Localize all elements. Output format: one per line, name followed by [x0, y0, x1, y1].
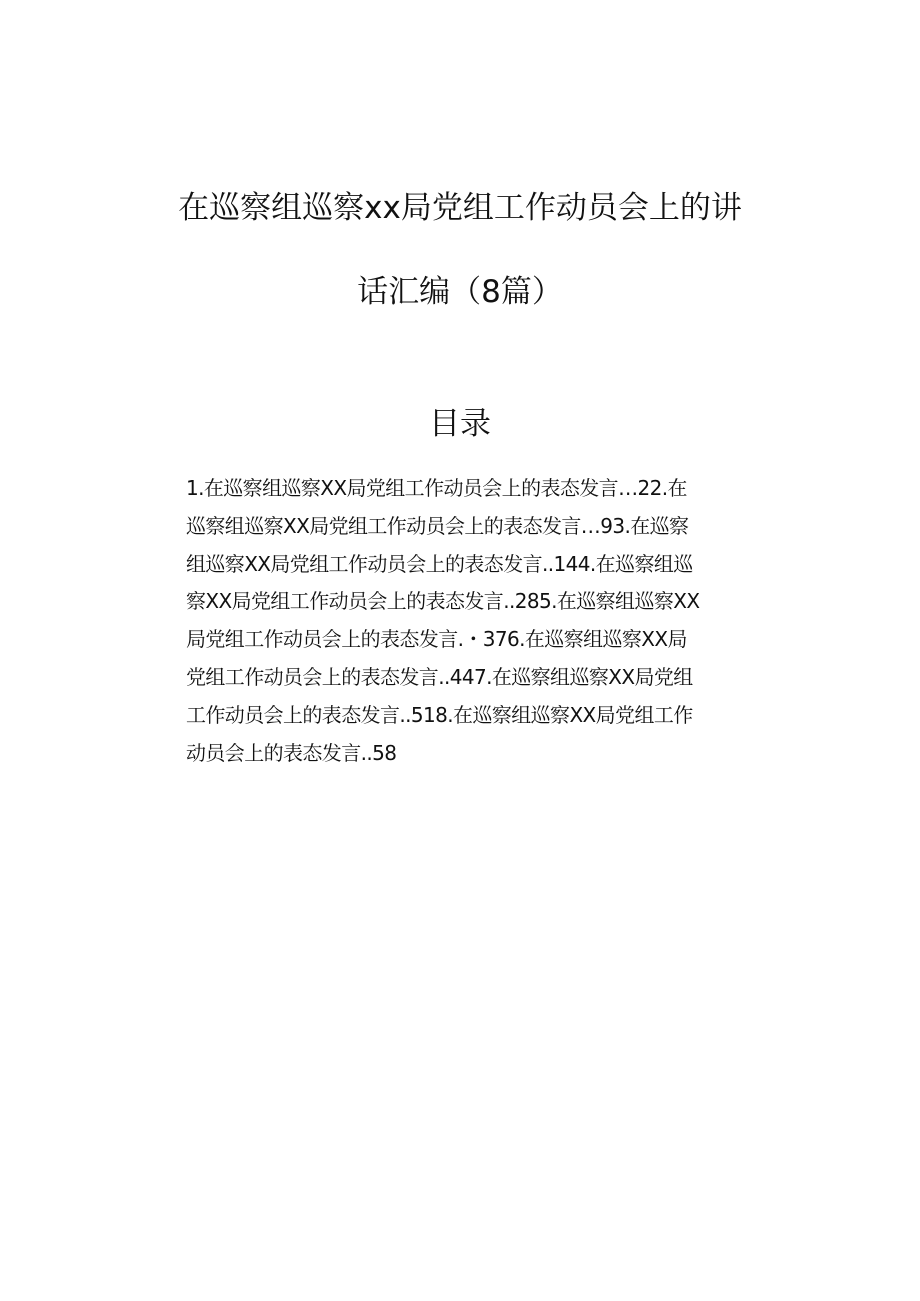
- toc-line: 党组工作动员会上的表态发言..447.在巡察组巡察XX局党组: [186, 664, 693, 689]
- document-title-line-1: 在巡察组巡察xx局党组工作动员会上的讲: [178, 190, 742, 226]
- document-title-line-2: 话汇编（8篇）: [357, 274, 563, 310]
- toc-heading: 目录: [429, 406, 491, 442]
- toc-line: 组巡察XX局党组工作动员会上的表态发言..144.在巡察组巡: [186, 551, 693, 576]
- toc-line: 工作动员会上的表态发言..518.在巡察组巡察XX局党组工作: [186, 702, 693, 727]
- toc-line: 察XX局党组工作动员会上的表态发言..285.在巡察组巡察XX: [186, 589, 700, 614]
- toc-line: 巡察组巡察XX局党组工作动员会上的表态发言…93.在巡察: [186, 513, 689, 538]
- toc-line: 局党组工作动员会上的表态发言.・376.在巡察组巡察XX局: [186, 627, 687, 652]
- toc-line: 1.在巡察组巡察XX局党组工作动员会上的表态发言…22.在: [186, 476, 687, 500]
- toc-line: 动员会上的表态发言..58: [186, 740, 397, 765]
- toc-body: [186, 470, 786, 772]
